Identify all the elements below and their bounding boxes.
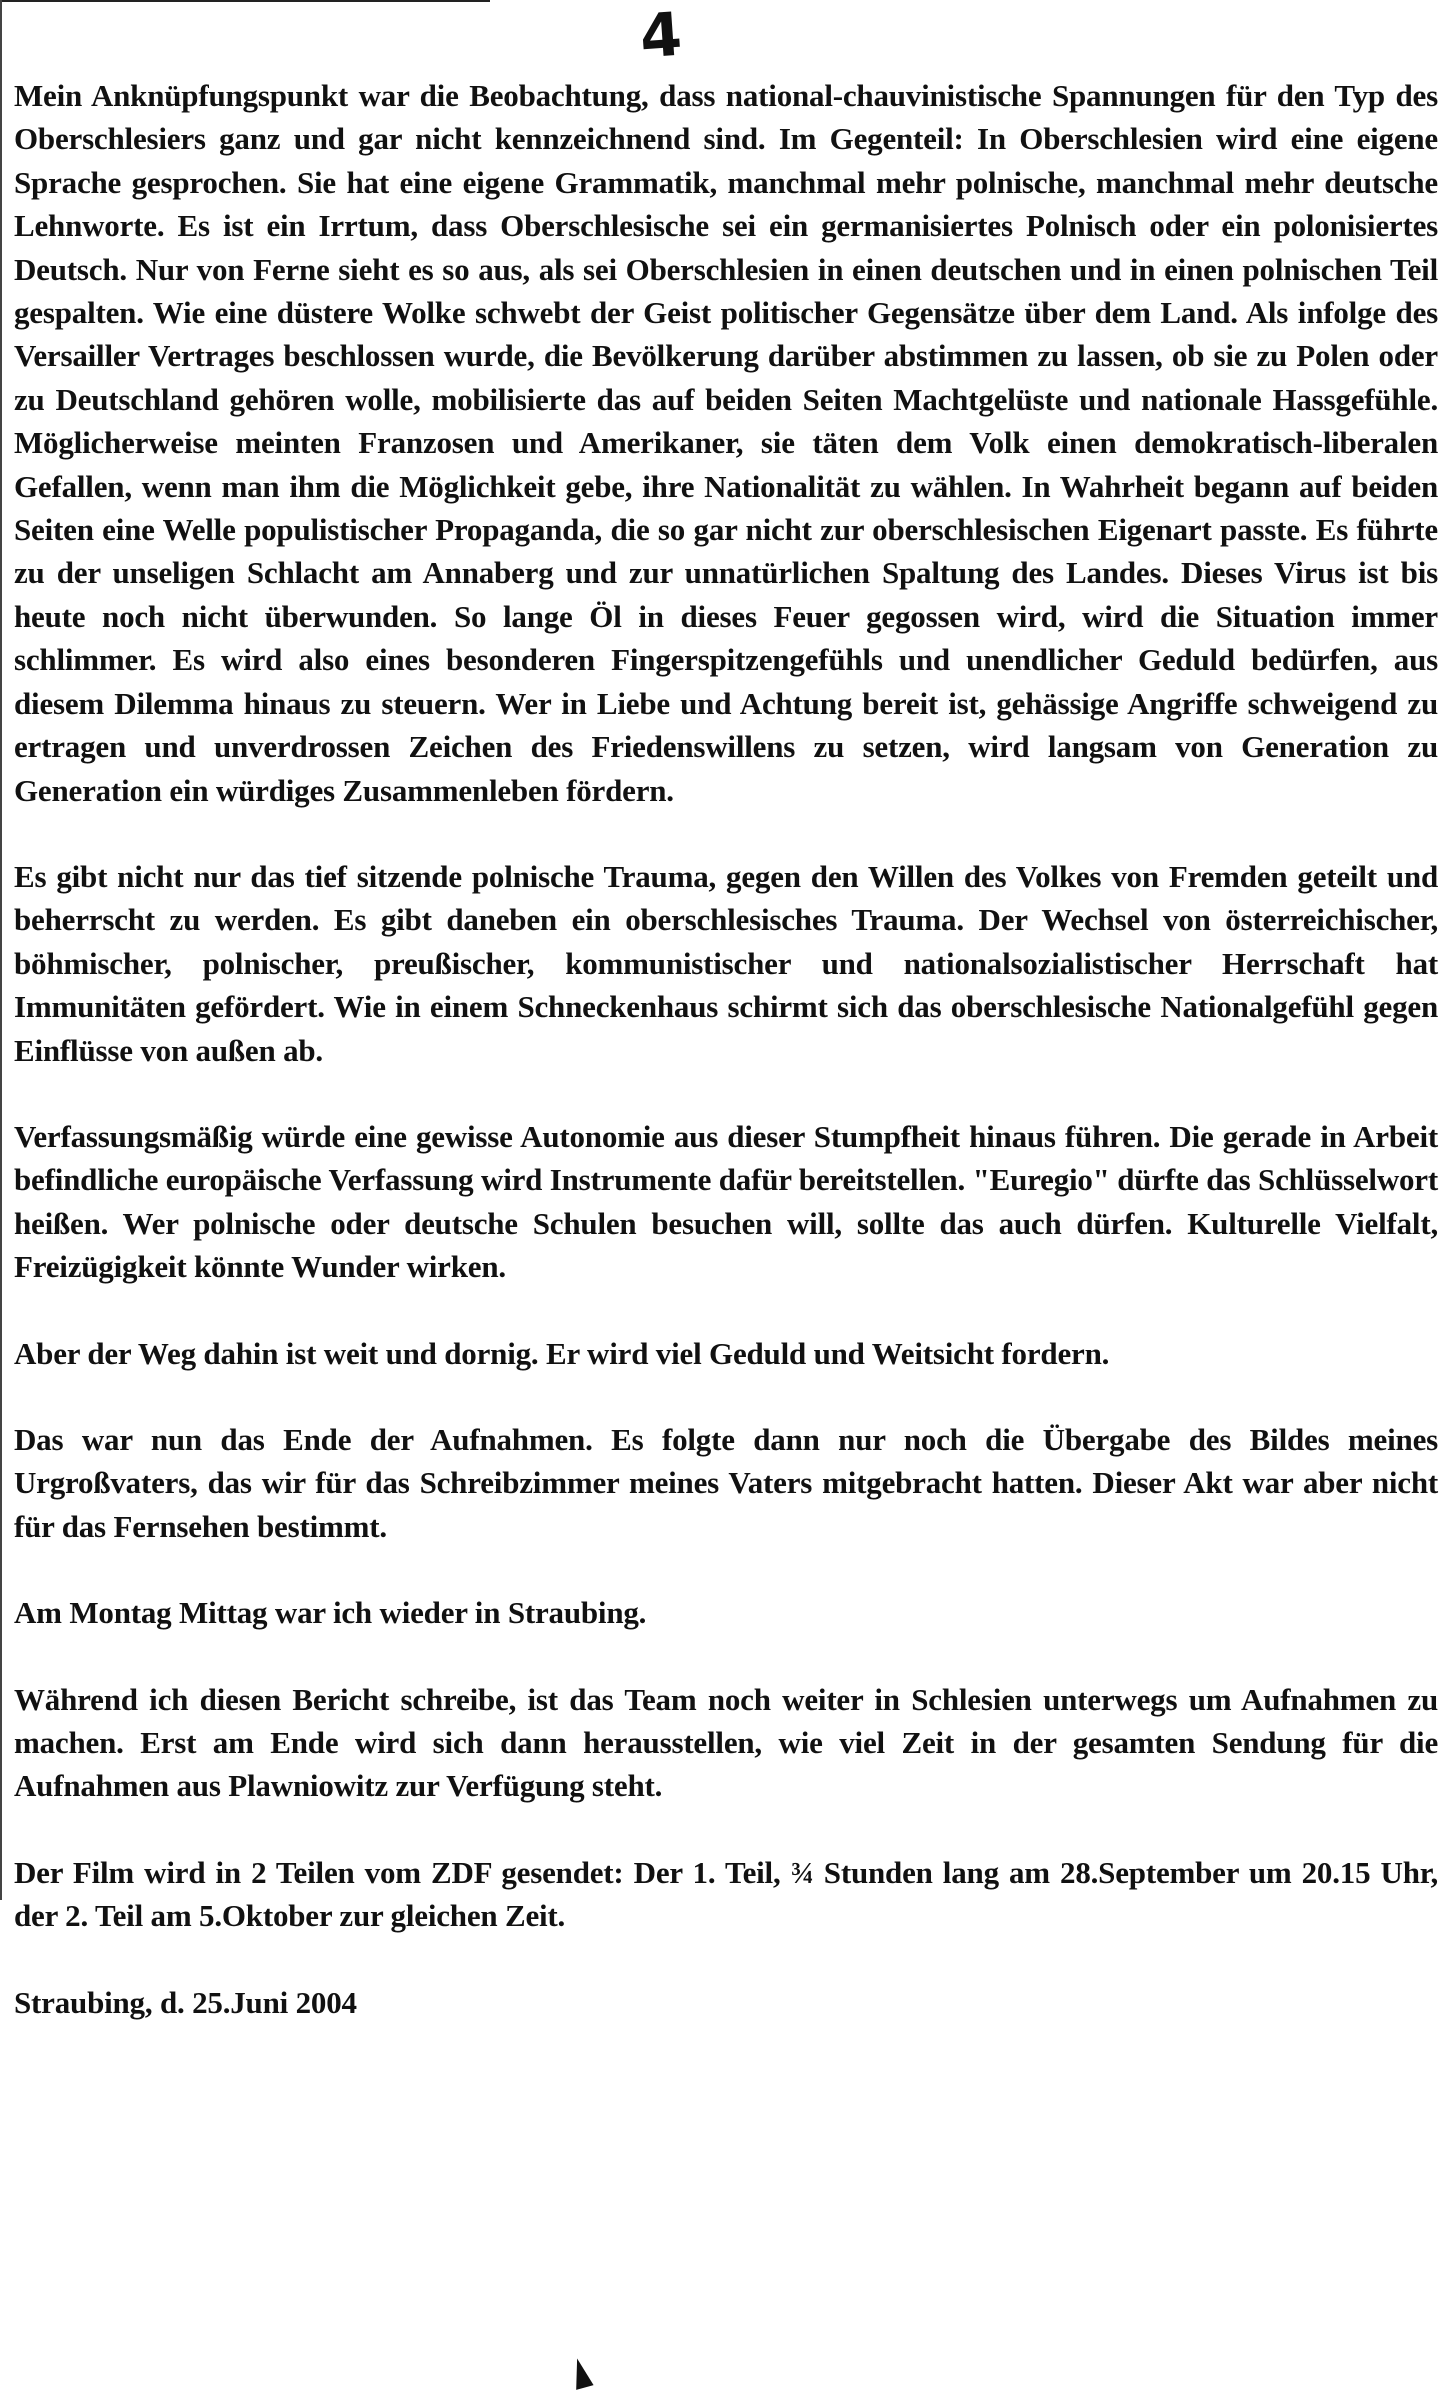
page-number: 4 <box>637 0 685 73</box>
paragraph-3: Verfassungsmäßig würde eine gewisse Autonomie aus dieser Stumpfheit hinaus führen. Die gerade in Arbeit befindliche europäische Verfassung wird Instrumente dafür bereitstellen. "Euregio" dürfte das Schlüsselwort heißen. Wer polnische oder deutsche Schulen besuchen will, sollte das auch dürfen. Kulturelle Vielfalt, Freizügigkeit könnte Wunder wirken. <box>14 1118 1438 1285</box>
paragraph-7: Während ich diesen Bericht schreibe, ist das Team noch weiter in Schlesien unterwegs um Aufnahmen zu machen. Erst am Ende wird sich dann herausstellen, wie viel Zeit in der gesamten Sendung für die Aufnahmen aus Plawniowitz zur Verfügung steht. <box>14 1681 1438 1804</box>
paragraph-6: Am Montag Mittag war ich wieder in Straubing. <box>14 1595 647 1631</box>
left-edge-line <box>0 0 2 1900</box>
paragraph-5: Das war nun das Ende der Aufnahmen. Es folgte dann nur noch die Übergabe des Bildes meines Urgroßvaters, das wir für das Schreibzimmer meines Vaters mitgebracht hatten. Dieser Akt war aber nicht für das Fernsehen bestimmt. <box>14 1421 1438 1544</box>
paragraph-1: Mein Anknüpfungspunkt war die Beobachtung, dass national-chauvinistische Spannungen für den Typ des Oberschlesiers ganz und gar nicht kennzeichnend sind. Im Gegenteil: In Oberschlesien wird eine eigene Sprache gesprochen. Sie hat eine eigene Grammatik, manchmal mehr polnische, manchmal mehr deutsche Lehnworte. Es ist ein Irrtum, dass Oberschlesische sei ein germanisiertes Polnisch oder ein polonisiertes Deutsch. Nur von Ferne sieht es so aus, als sei Oberschlesien in einen deutschen und in einen polnischen Teil gespalten. Wie eine düstere Wolke schwebt der Geist politischer Gegensätze über dem Land. Als infolge des Versailler Vertrages beschlossen wurde, die Bevölkerung darüber abstimmen zu lassen, ob sie zu Polen oder zu Deutschland gehören wolle, mobilisierte das auf beiden Seiten Machtgelüste und nationale Hassgefühle. Möglicherweise meinten Franzosen und Amerikaner, sie täten dem Volk einen demokratisch-liberalen Gefallen, wenn man ihm die Möglichkeit gebe, ihre Nationalität zu wählen. In Wahrheit begann auf beiden Seiten eine Welle populistischer Propaganda, die so gar nicht zur oberschlesischen Eigenart passte. Es führte zu der unseligen Schlacht am Annaberg und zur unnatürlichen Spaltung des Landes. Dieses Virus ist bis heute noch nicht überwunden. So lange Öl in dieses Feuer gegossen wird, wird die Situation immer schlimmer. Es wird also eines besonderen Fingerspitzengefühls und unendlicher Geduld bedürfen, aus diesem Dilemma hinaus zu steuern. Wer in Liebe und Achtung bereit ist, gehässige Angriffe schweigend zu ertragen und unverdrossen Zeichen des Friedenswillens zu setzen, wird langsam von Generation zu Generation ein würdiges Zusammenleben fördern. <box>14 78 1438 808</box>
paragraph-2: Es gibt nicht nur das tief sitzende polnische Trauma, gegen den Willen des Volkes von Fremden geteilt und beherrscht zu werden. Es gibt daneben ein oberschlesisches Trauma. Der Wechsel von österreichischer, böhmischer, polnischer, preußischer, kommunistischer und nationalsozialistischer Herrschaft hat Immunitäten gefördert. Wie in einem Schneckenhaus schirmt sich das oberschlesische Nationalgefühl gegen Einflüsse von außen ab. <box>14 858 1438 1068</box>
paragraph-4: Aber der Weg dahin ist weit und dornig. Er wird viel Geduld und Weitsicht fordern. <box>14 1335 1110 1371</box>
top-rule <box>0 0 490 2</box>
scan-mark <box>568 2356 593 2390</box>
place-date-line: Straubing, d. 25.Juni 2004 <box>14 1984 357 2020</box>
document-body <box>14 74 1438 2024</box>
paragraph-8: Der Film wird in 2 Teilen vom ZDF gesendet: Der 1. Teil, ¾ Stunden lang am 28.September um 20.15 Uhr, der 2. Teil am 5.Oktober zur gleichen Zeit. <box>14 1854 1438 1934</box>
